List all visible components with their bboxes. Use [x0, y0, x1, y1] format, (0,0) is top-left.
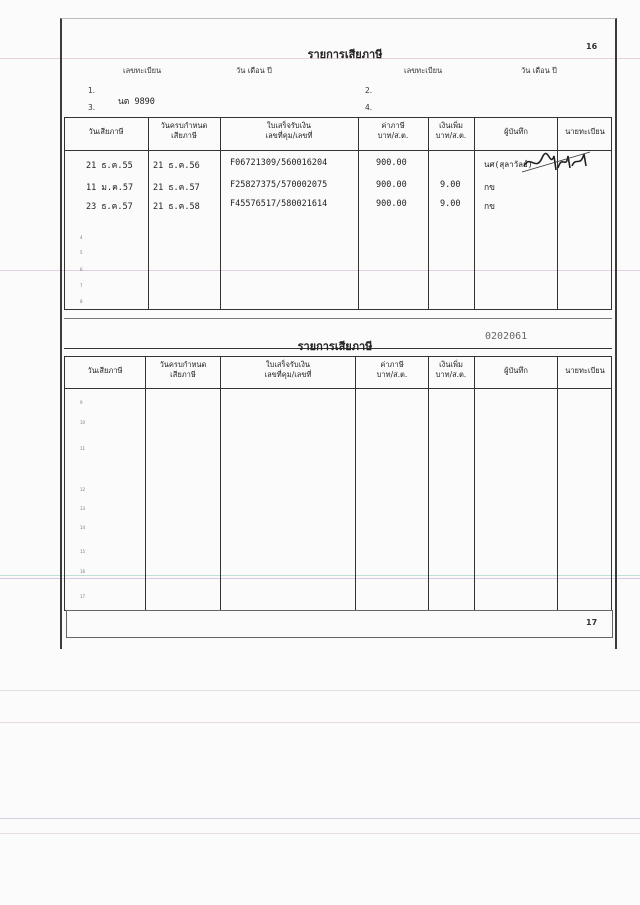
- cell-recorder: นศ(สุลาวัลย์): [484, 160, 533, 169]
- date-header-1: วัน เดือน ปี: [236, 66, 272, 75]
- cell-recorder: กข: [484, 183, 495, 193]
- bottom-col-surcharge: เงินเพิ่ม บาท/ส.ต.: [435, 360, 467, 379]
- cell-surcharge: 9.00: [440, 180, 461, 190]
- cell-paid-date: 21 ธ.ค.55: [86, 161, 133, 171]
- bottom-col-due-date: วันครบกำหนด เสียภาษี: [159, 360, 207, 379]
- cell-due-date: 21 ธ.ค.58: [153, 202, 200, 212]
- reg-header-1: เลขทะเบียน: [123, 66, 162, 75]
- cell-tax: 900.00: [376, 180, 407, 190]
- bottom-col-tax: ค่าภาษี บาท/ส.ต.: [376, 360, 408, 379]
- cell-surcharge: 9.00: [440, 199, 461, 209]
- top-col-surcharge: เงินเพิ่ม บาท/ส.ต.: [435, 121, 467, 140]
- row-number: 17: [80, 594, 86, 599]
- bottom-page-number: 17: [586, 618, 598, 627]
- bottom-col-receipt: ใบเสร็จรับเงิน เลขที่คุม/เลขที่: [264, 360, 312, 379]
- row-number: 8: [80, 299, 83, 304]
- cell-due-date: 21 ธ.ค.56: [153, 161, 200, 171]
- bottom-col-registrar: นายทะเบียน: [565, 366, 605, 375]
- registrar-signature: [520, 146, 592, 176]
- top-col-registrar: นายทะเบียน: [565, 127, 605, 136]
- row-number: 14: [80, 525, 86, 530]
- date-header-2: วัน เดือน ปี: [521, 66, 557, 75]
- row-number: 15: [80, 549, 86, 554]
- top-page-number: 16: [586, 42, 598, 51]
- top-col-due-date: วันครบกำหนด เสียภาษี: [160, 121, 208, 140]
- cell-receipt: F06721309/560016204: [230, 158, 328, 168]
- cell-receipt: F45576517/580021614: [230, 199, 328, 209]
- bottom-section-title: รายการเสียภาษี: [297, 340, 373, 353]
- cell-recorder: กข: [484, 202, 495, 212]
- row-number: 4: [80, 235, 83, 240]
- top-col-tax: ค่าภาษี บาท/ส.ต.: [377, 121, 409, 140]
- cell-paid-date: 23 ธ.ค.57: [86, 202, 133, 212]
- scan-line: [0, 722, 640, 723]
- row-number: 7: [80, 283, 83, 288]
- reg-header-2: เลขทะเบียน: [404, 66, 443, 75]
- row-number: 6: [80, 267, 83, 272]
- top-col-receipt: ใบเสร็จรับเงิน เลขที่คุม/เลขที่: [265, 121, 313, 140]
- reg-entry-num-4: 4.: [365, 103, 373, 112]
- cell-tax: 900.00: [376, 199, 407, 209]
- row-number: 11: [80, 446, 86, 451]
- row-number: 12: [80, 487, 86, 492]
- scan-line: [0, 690, 640, 691]
- cell-tax: 900.00: [376, 158, 407, 168]
- row-number: 13: [80, 506, 86, 511]
- cell-due-date: 21 ธ.ค.57: [153, 183, 200, 193]
- reg-entry-value-1: นต 9890: [118, 97, 155, 107]
- row-number: 10: [80, 420, 86, 425]
- top-col-recorder: ผู้บันทึก: [504, 127, 528, 136]
- serial-fragment: 0202061: [485, 331, 528, 342]
- bottom-col-recorder: ผู้บันทึก: [504, 366, 528, 375]
- cell-receipt: F25827375/570002075: [230, 180, 328, 190]
- reg-entry-num-3: 3.: [88, 103, 96, 112]
- row-number: 5: [80, 250, 83, 255]
- cell-paid-date: 11 ม.ค.57: [86, 183, 134, 193]
- row-number: 9: [80, 400, 83, 405]
- scan-line: [0, 818, 640, 819]
- top-col-paid-date: วันเสียภาษี: [88, 127, 124, 136]
- reg-entry-num-2: 2.: [365, 86, 373, 95]
- footer-box: [66, 610, 613, 638]
- top-section-title: รายการเสียภาษี: [307, 48, 383, 61]
- scan-line: [0, 833, 640, 834]
- bottom-col-paid-date: วันเสียภาษี: [87, 366, 123, 375]
- reg-entry-num-1: 1.: [88, 86, 96, 95]
- row-number: 16: [80, 569, 86, 574]
- document-frame: [60, 18, 617, 649]
